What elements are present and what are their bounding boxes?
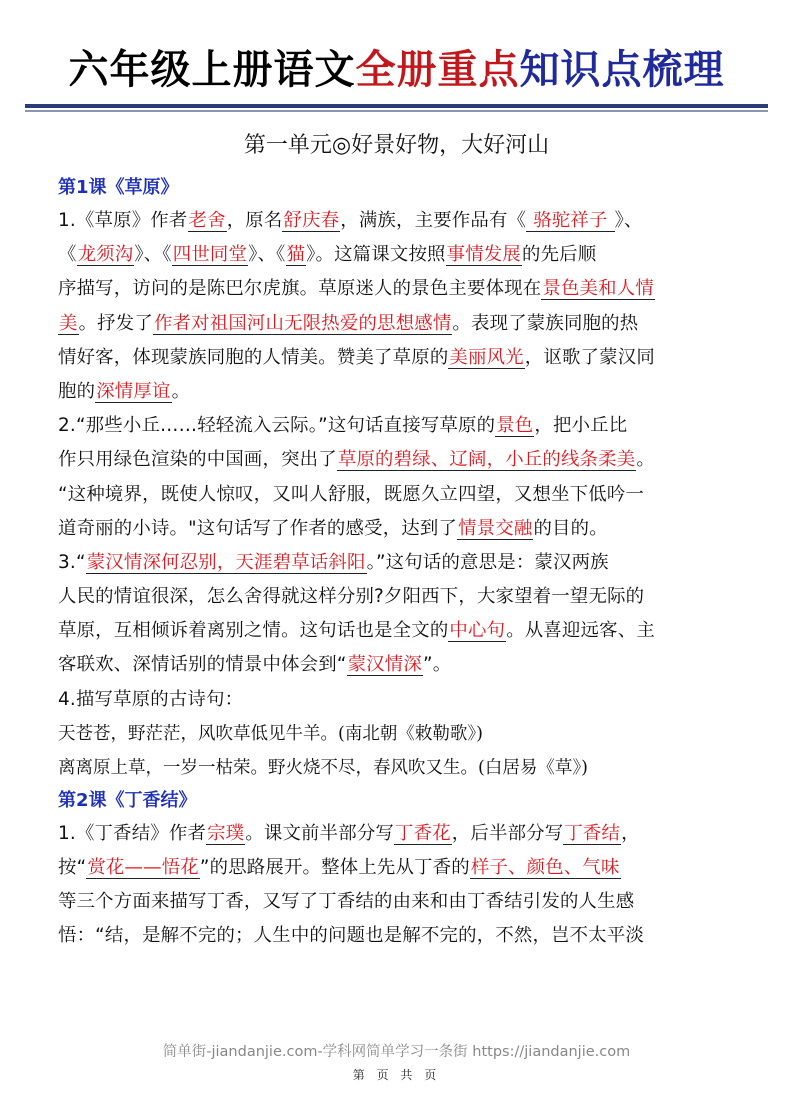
text-line xyxy=(58,546,740,580)
text-run: “这种境界，既使人惊叹，又叫人舒服，既愿久立四望，又想坐下低吟一 xyxy=(58,483,645,505)
title-part-key: 全册重点 xyxy=(355,46,520,93)
poem-line: 天苍苍，野茫茫，风吹草低见牛羊。(南北朝《敕勒歌》) xyxy=(58,723,483,744)
text-line xyxy=(58,614,740,648)
text-run: 《 xyxy=(58,244,77,266)
text-run: 胞的 xyxy=(58,380,96,402)
text-run: 》。这篇课文按照 xyxy=(306,244,446,266)
text-line xyxy=(58,478,740,512)
text-run: 。抒发了 xyxy=(78,312,153,334)
document-body xyxy=(58,172,740,954)
text-line xyxy=(58,683,740,717)
key-point-answer: 舒庆春 xyxy=(283,210,340,231)
key-point-answer: 中心句 xyxy=(449,620,506,642)
text-run: 3.“ xyxy=(58,551,86,573)
key-point-answer: 情景交融 xyxy=(458,517,533,539)
key-point-answer: 蒙汉情深 xyxy=(347,654,422,676)
text-run: 的目的。 xyxy=(533,517,608,539)
text-run: 序描写，访问的是陈巴尔虎旗。草原迷人的景色主要体现在 xyxy=(58,278,542,300)
text-run: 。 xyxy=(171,380,191,402)
text-line xyxy=(58,885,740,919)
text-line xyxy=(58,238,740,272)
text-run: 作只用绿色渲染的中国画，突出了 xyxy=(58,449,337,471)
text-run: ”的思路展开。整体上先从丁香的 xyxy=(199,857,470,878)
key-point-answer: 美 xyxy=(59,312,78,334)
text-run: 》、《 xyxy=(134,244,172,266)
text-run: ”。 xyxy=(422,654,452,676)
text-run: 1.《丁香结》作者 xyxy=(58,822,207,844)
poem-line: 离离原上草，一岁一枯荣。野火烧不尽，春风吹又生。(白居易《草》) xyxy=(58,757,588,778)
key-point-answer: 宗璞 xyxy=(207,822,245,844)
text-run: 草原，互相倾诉着离别之情。这句话也是全文的 xyxy=(58,620,449,642)
text-line xyxy=(58,204,740,238)
text-line xyxy=(58,375,740,409)
key-point-answer: 样子、颜色、气味 xyxy=(470,857,620,878)
key-point-answer: 草原的碧绿、辽阔，小丘的线条柔美 xyxy=(337,449,636,471)
text-run: ，满族，主要作品有《 xyxy=(340,210,527,231)
title-part-summary: 知识点梳理 xyxy=(519,46,725,93)
text-line xyxy=(58,341,740,375)
text-run: ，把小丘比 xyxy=(534,415,628,437)
text-run: 2.“那些小丘……轻轻流入云际。”这句话直接写草原的 xyxy=(58,415,496,437)
text-run: 。课文前半部分写 xyxy=(245,822,395,844)
text-run: 人民的情谊很深，怎么舍得就这样分别?夕阳西下，大家望着一望无际的 xyxy=(58,586,645,608)
lesson-heading: 第2课《丁香结》 xyxy=(58,789,197,811)
key-point-answer: 景色 xyxy=(496,415,534,437)
text-run: 情好客，体现蒙族同胞的人情美。赞美了草原的 xyxy=(58,346,449,368)
key-point-answer: 赏花——悟花 xyxy=(87,857,199,878)
key-point-answer: 蒙汉情深何忍别，天涯碧草话斜阳 xyxy=(86,551,366,573)
text-run: 客联欢、深情话别的情景中体会到“ xyxy=(58,654,347,676)
key-point-answer: 丁香结 xyxy=(564,822,621,844)
key-point-answer: 深情厚谊 xyxy=(96,380,171,402)
text-line xyxy=(58,648,740,682)
text-line xyxy=(58,817,740,851)
text-run: ， xyxy=(621,822,640,844)
unit-title: 第一单元◎好景好物，大好河山 xyxy=(243,133,550,158)
text-line xyxy=(58,443,740,477)
header-rule-thick xyxy=(25,104,768,108)
text-run: 》、《 xyxy=(248,244,286,266)
text-line xyxy=(58,512,740,546)
text-run: 的先后顺 xyxy=(522,244,597,266)
text-run: 。”这句话的意思是：蒙汉两族 xyxy=(366,551,609,573)
key-point-answer: 猫 xyxy=(286,244,306,266)
key-point-answer: 美丽风光 xyxy=(449,346,524,368)
title-part-grade: 六年级上册语文 xyxy=(68,46,356,93)
key-point-answer: 作者对祖国河山无限热爱的思想感情 xyxy=(153,312,452,334)
page-number: 第 页 共 页 xyxy=(352,1068,441,1082)
text-line xyxy=(58,919,740,953)
text-run: ，后半部分写 xyxy=(451,822,564,844)
page-title xyxy=(0,42,793,98)
text-run: 等三个方面来描写丁香，又写了丁香结的由来和由丁香结引发的人生感 xyxy=(58,891,635,913)
text-run: 。表现了蒙族同胞的热 xyxy=(452,312,639,334)
text-run: 4.描写草原的古诗句： xyxy=(58,688,244,710)
header-rule-thin xyxy=(25,110,768,112)
key-point-answer: 四世同堂 xyxy=(172,244,248,266)
watermark-footer: 简单街-jiandanjie.com-学科网简单学习一条街 https://jiandanjie.com xyxy=(162,1044,631,1060)
key-point-answer: 老舍 xyxy=(188,210,226,231)
lesson-heading: 第1课《草原》 xyxy=(58,177,179,198)
text-run: ，原名 xyxy=(226,210,283,231)
text-run: 按“ xyxy=(58,857,87,878)
key-point-answer: 龙须沟 xyxy=(77,244,134,266)
key-point-answer: 骆驼祥子 xyxy=(527,210,614,231)
text-line xyxy=(58,851,740,885)
text-line xyxy=(58,409,740,443)
text-run: 悟：“结，是解不完的；人生中的问题也是解不完的，不然，岂不太平淡 xyxy=(58,925,645,947)
text-run: 。从喜迎远客、主 xyxy=(506,620,655,642)
key-point-answer: 景色美和人情 xyxy=(542,278,654,300)
text-line xyxy=(58,272,740,306)
text-line xyxy=(58,307,740,341)
text-run: 1.《草原》作者 xyxy=(58,210,188,231)
text-line xyxy=(58,580,740,614)
key-point-answer: 丁香花 xyxy=(395,822,451,844)
text-run: 。 xyxy=(636,449,655,471)
key-point-answer: 事情发展 xyxy=(446,244,521,266)
text-run: ，讴歌了蒙汉同 xyxy=(524,346,655,368)
text-run: 》、 xyxy=(614,210,643,231)
text-run: 道奇丽的小诗。"这句话写了作者的感受，达到了 xyxy=(58,517,458,539)
